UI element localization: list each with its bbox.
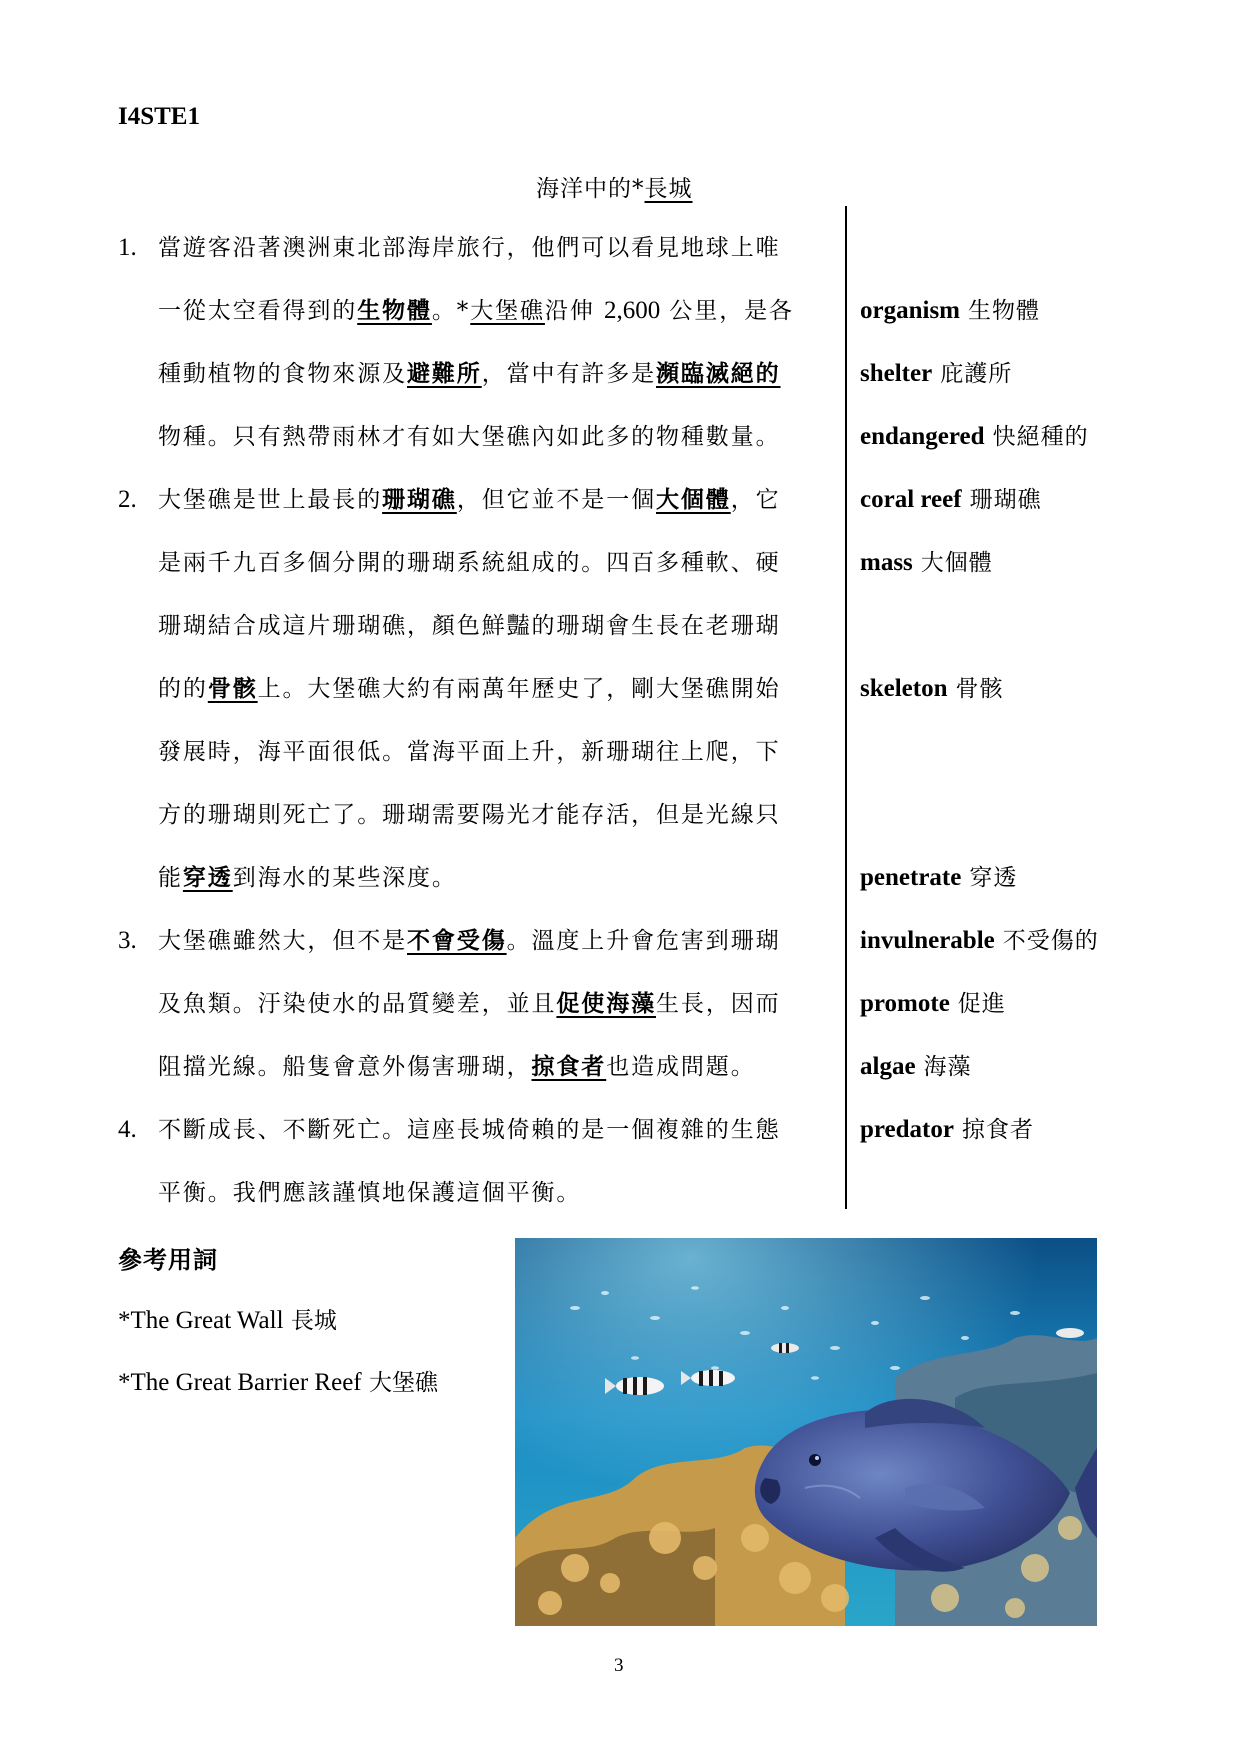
paragraph-1-line-4: 物種。只有熱帶雨林才有如大堡礁內如此多的物種數量。 — [158, 424, 781, 450]
vocab-mass: 大個體 — [656, 486, 731, 513]
paragraph-3-line-1: 3. 大堡礁雖然大，但不是不會受傷。溫度上升會危害到珊瑚 — [158, 923, 781, 959]
vocab-endangered: 瀕臨滅絕的 — [656, 360, 781, 387]
paragraph-4-line-1: 4. 不斷成長、不斷死亡。這座長城倚賴的是一個複雜的生態 — [158, 1112, 781, 1148]
glossary-item: mass 大個體 — [860, 549, 993, 576]
page-title: 海洋中的*長城 — [536, 176, 693, 202]
glossary-item: coral reef 珊瑚礁 — [860, 486, 1042, 513]
paragraph-2-line-6: 方的珊瑚則死亡了。珊瑚需要陽光才能存活，但是光線只 — [158, 802, 781, 828]
glossary-item: shelter 庇護所 — [860, 360, 1013, 387]
coral-reef-illustration — [515, 1238, 1097, 1626]
paragraph-3-line-3: 阻擋光線。船隻會意外傷害珊瑚，掠食者也造成問題。 — [158, 1053, 756, 1080]
paragraph-number: 3. — [118, 927, 137, 954]
document-code: I4STE1 — [118, 103, 200, 130]
glossary-item: promote 促進 — [860, 990, 1006, 1017]
reference-item: *The Great Barrier Reef 大堡礁 — [118, 1369, 438, 1396]
vocab-promote-algae: 促使海藻 — [556, 990, 657, 1017]
paragraph-2-line-3: 珊瑚結合成這片珊瑚礁，顏色鮮豔的珊瑚會生長在老珊瑚 — [158, 613, 781, 639]
vocab-organism: 生物體 — [357, 297, 432, 324]
glossary-item: organism 生物體 — [860, 297, 1040, 324]
vocab-coral-reef: 珊瑚礁 — [382, 486, 457, 513]
paragraph-1-line-1: 1. 當遊客沿著澳洲東北部海岸旅行，他們可以看見地球上唯 — [158, 230, 781, 266]
paragraph-number: 4. — [118, 1116, 137, 1143]
vocab-skeleton: 骨骸 — [207, 675, 258, 702]
paragraph-1-line-2: 一從太空看得到的生物體。*大堡礁沿伸 2,600 公里，是各 — [158, 297, 794, 324]
column-divider — [845, 206, 847, 1209]
paragraph-3-line-2: 及魚類。汙染使水的品質變差，並且促使海藻生長，因而 — [158, 990, 781, 1017]
paragraph-2-line-1: 2. 大堡礁是世上最長的珊瑚礁，但它並不是一個大個體，它 — [158, 482, 781, 518]
vocab-shelter: 避難所 — [407, 360, 482, 387]
glossary-item: algae 海藻 — [860, 1053, 972, 1080]
paragraph-4-line-2: 平衡。我們應該謹慎地保護這個平衡。 — [158, 1180, 582, 1206]
paragraph-2-line-5: 發展時，海平面很低。當海平面上升，新珊瑚往上爬，下 — [158, 739, 781, 765]
glossary-item: endangered 快絕種的 — [860, 423, 1089, 450]
vocab-penetrate: 穿透 — [182, 864, 233, 891]
vocab-invulnerable: 不會受傷 — [407, 927, 507, 954]
coral-reef-photo — [515, 1238, 1097, 1626]
glossary-item: skeleton 骨骸 — [860, 675, 1004, 702]
vocab-predator: 掠食者 — [531, 1053, 607, 1080]
paragraph-number: 2. — [118, 486, 137, 513]
paragraph-2-line-2: 是兩千九百多個分開的珊瑚系統組成的。四百多種軟、硬 — [158, 550, 781, 576]
reference-title: 參考用詞 — [118, 1245, 218, 1274]
page-number: 3 — [614, 1655, 624, 1676]
paragraph-1-line-3: 種動植物的食物來源及避難所，當中有許多是瀕臨滅絕的 — [158, 360, 781, 387]
reference-item: *The Great Wall 長城 — [118, 1307, 337, 1334]
paragraph-number: 1. — [118, 234, 137, 261]
paragraph-2-line-7: 能穿透到海水的某些深度。 — [158, 864, 457, 891]
paragraph-2-line-4: 的的骨骸上。大堡礁大約有兩萬年歷史了，剛大堡礁開始 — [158, 675, 781, 702]
glossary-item: invulnerable 不受傷的 — [860, 927, 1099, 954]
glossary-item: predator 掠食者 — [860, 1116, 1034, 1143]
glossary-item: penetrate 穿透 — [860, 864, 1018, 891]
